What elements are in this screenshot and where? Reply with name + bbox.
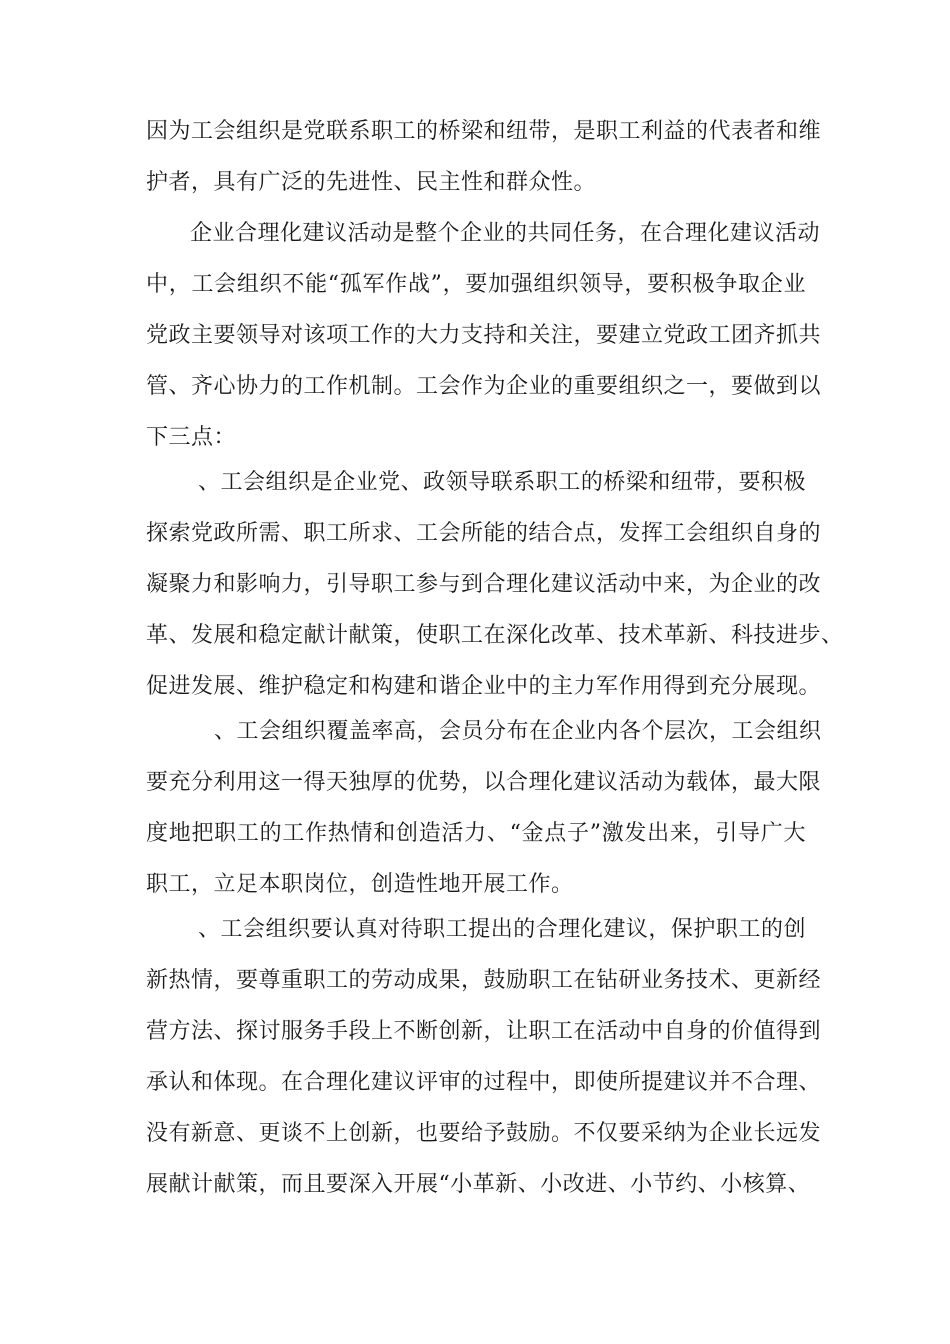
paragraph-line: 护者，具有广泛的先进性、民主性和群众性。 [146,170,597,195]
paragraph-line: 企业合理化建议活动是整个企业的共同任务，在合理化建议活动 [190,221,821,246]
paragraph-line: 、工会组织要认真对待职工提出的合理化建议，保护职工的创 [198,917,806,942]
paragraph-line: 要充分利用这一得天独厚的优势，以合理化建议活动为载体，最大限 [146,770,822,795]
paragraph-line: 探索党政所需、职工所求、工会所能的结合点，发挥工会组织自身的 [146,521,822,546]
paragraph-line: 革、发展和稳定献计献策，使职工在深化改革、技术革新、科技进步、 [146,623,844,648]
paragraph-line: 营方法、探讨服务手段上不断创新，让职工在活动中自身的价值得到 [146,1019,822,1044]
paragraph-line: 没有新意、更谈不上创新，也要给予鼓励。不仅要采纳为企业长远发 [146,1121,822,1146]
paragraph-line: 党政主要领导对该项工作的大力支持和关注，要建立党政工团齐抓共 [146,323,822,348]
paragraph-line: 展献计献策，而且要深入开展“小革新、小改进、小节约、小核算、 [146,1172,811,1197]
paragraph-line: 职工，立足本职岗位，创造性地开展工作。 [146,872,574,897]
paragraph-line: 、工会组织是企业党、政领导联系职工的桥梁和纽带，要积极 [198,470,806,495]
paragraph-line: 、工会组织覆盖率高，会员分布在企业内各个层次，工会组织 [214,719,822,744]
paragraph-line: 中，工会组织不能“孤军作战”，要加强组织领导，要积极争取企业 [146,272,806,297]
paragraph-line: 承认和体现。在合理化建议评审的过程中，即使所提建议并不合理、 [146,1070,822,1095]
paragraph-line: 凝聚力和影响力，引导职工参与到合理化建议活动中来，为企业的改 [146,572,822,597]
paragraph-line: 管、齐心协力的工作机制。工会作为企业的重要组织之一，要做到以 [146,374,822,399]
paragraph-line: 促进发展、维护稳定和构建和谐企业中的主力军作用得到充分展现。 [146,674,822,699]
paragraph-line: 因为工会组织是党联系职工的桥梁和纽带，是职工利益的代表者和维 [146,119,822,144]
paragraph-line: 新热情，要尊重职工的劳动成果，鼓励职工在钻研业务技术、更新经 [146,968,822,993]
paragraph-line: 度地把职工的工作热情和创造活力、“金点子”激发出来，引导广大 [146,821,806,846]
paragraph-line: 下三点： [146,425,237,450]
